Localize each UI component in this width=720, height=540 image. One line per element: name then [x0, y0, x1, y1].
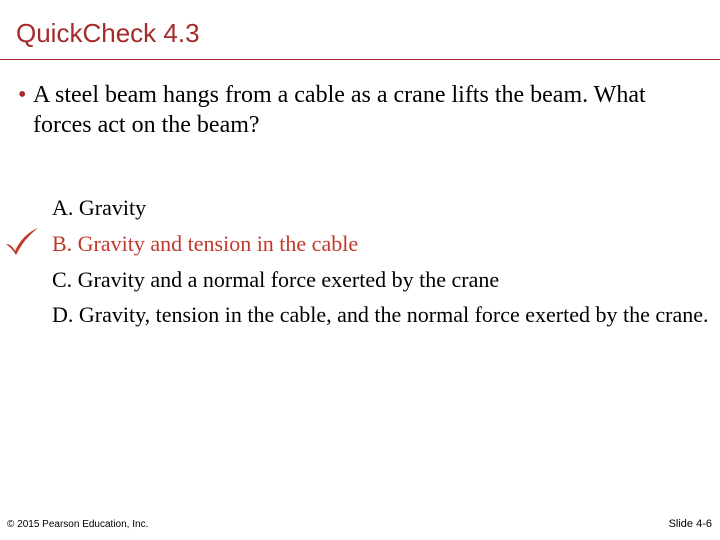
question-text: A steel beam hangs from a cable as a crane lifts the beam. What forces act on the beam?: [33, 82, 646, 138]
question-block: [18, 80, 708, 140]
checkmark-icon: [2, 225, 42, 257]
slide-number: Slide 4-6: [668, 518, 712, 530]
copyright-notice: © 2015 Pearson Education, Inc.: [7, 519, 149, 530]
answer-option-c: C. Gravity and a normal force exerted by the crane: [52, 267, 500, 292]
answer-option-d: D. Gravity, tension in the cable, and the normal force exerted by the crane.: [52, 302, 709, 327]
slide-title: QuickCheck 4.3: [16, 18, 200, 48]
question-bullet: •: [18, 82, 27, 108]
title-divider: [0, 59, 720, 60]
answer-list: [52, 190, 712, 330]
answer-option-b: B. Gravity and tension in the cable: [52, 231, 359, 256]
answer-option-a: A. Gravity: [52, 195, 147, 220]
